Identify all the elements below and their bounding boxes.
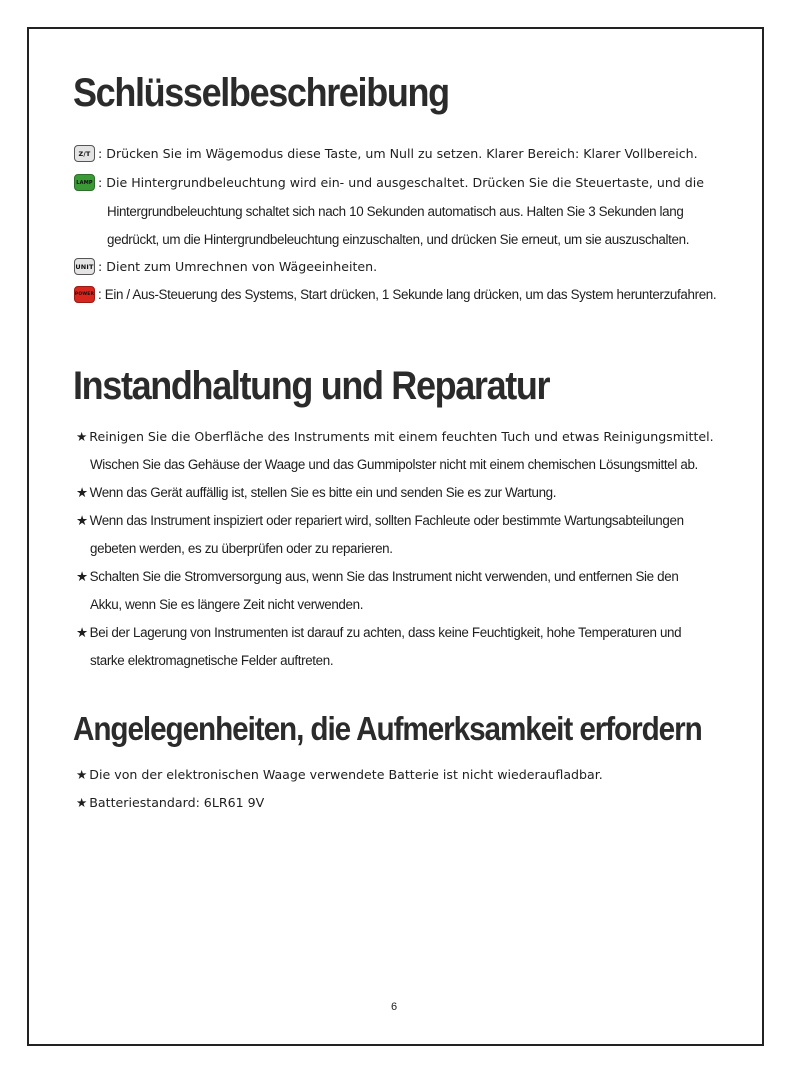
key-power-description: : Ein / Aus-Steuerung des Systems, Start drücken, 1 Sekunde lang drücken, um das System herunterzufahren. [98, 287, 717, 302]
key-unit-description: : Dient zum Umrechnen von Wägeeinheiten. [98, 259, 378, 274]
star-icon: ★ [76, 485, 88, 500]
attention-item-2: ★ Batteriestandard: 6LR61 9V [76, 795, 265, 810]
key-lamp-description-line-1: : Die Hintergrundbeleuchtung wird ein- und ausgeschaltet. Drücken Sie die Steuertaste, und die [98, 175, 705, 190]
zt-key-icon: Z/T [74, 145, 95, 162]
lamp-key-icon: LAMP [74, 174, 95, 191]
attention-item-1: ★ Die von der elektronischen Waage verwendete Batterie ist nicht wiederaufladbar. [76, 767, 603, 782]
star-icon: ★ [76, 429, 88, 444]
maintenance-item-1-line-1: ★ Reinigen Sie die Oberfläche des Instruments mit einem feuchten Tuch und etwas Reinigungsmittel. [76, 429, 714, 444]
maintenance-item-2: ★ Wenn das Gerät auffällig ist, stellen Sie es bitte ein und senden Sie es zur Wartung. [76, 485, 557, 500]
section-title-attention: Angelegenheiten, die Aufmerksamkeit erfordern [73, 710, 702, 747]
key-lamp-description-line-3: gedrückt, um die Hintergrundbeleuchtung einzuschalten, und drücken Sie erneut, um sie auszuschalten. [107, 232, 690, 247]
key-lamp-description-line-2: Hintergrundbeleuchtung schaltet sich nach 10 Sekunden automatisch aus. Halten Sie 3 Sekunden lang [107, 204, 684, 219]
section-title-keys: Schlüsselbeschreibung [73, 71, 449, 115]
maintenance-item-3-line-1: ★ Wenn das Instrument inspiziert oder repariert wird, sollten Fachleute oder bestimmte Wartungsabteilungen [76, 513, 684, 528]
star-icon: ★ [76, 513, 88, 528]
star-icon: ★ [76, 625, 88, 640]
maintenance-item-5-line-2: starke elektromagnetische Felder auftreten. [90, 653, 334, 668]
maintenance-item-4-line-1: ★ Schalten Sie die Stromversorgung aus, wenn Sie das Instrument nicht verwenden, und entfernen Sie den [76, 569, 679, 584]
maintenance-item-4-line-2: Akku, wenn Sie es längere Zeit nicht verwenden. [90, 597, 364, 612]
star-icon: ★ [76, 767, 88, 782]
section-title-maintenance: Instandhaltung und Reparatur [73, 364, 550, 408]
key-zt-description: : Drücken Sie im Wägemodus diese Taste, um Null zu setzen. Klarer Bereich: Klarer Vollbereich. [98, 146, 698, 161]
star-icon: ★ [76, 795, 88, 810]
power-key-icon: POWER [74, 286, 95, 303]
maintenance-item-1-line-2: Wischen Sie das Gehäuse der Waage und das Gummipolster nicht mit einem chemischen Lösungsmittel ab. [90, 457, 698, 472]
star-icon: ★ [76, 569, 88, 584]
page-number: 6 [391, 1001, 398, 1013]
unit-key-icon: UNIT [74, 258, 95, 275]
maintenance-item-3-line-2: gebeten werden, es zu überprüfen oder zu reparieren. [90, 541, 393, 556]
maintenance-item-5-line-1: ★ Bei der Lagerung von Instrumenten ist darauf zu achten, dass keine Feuchtigkeit, hohe Temperaturen und [76, 625, 682, 640]
